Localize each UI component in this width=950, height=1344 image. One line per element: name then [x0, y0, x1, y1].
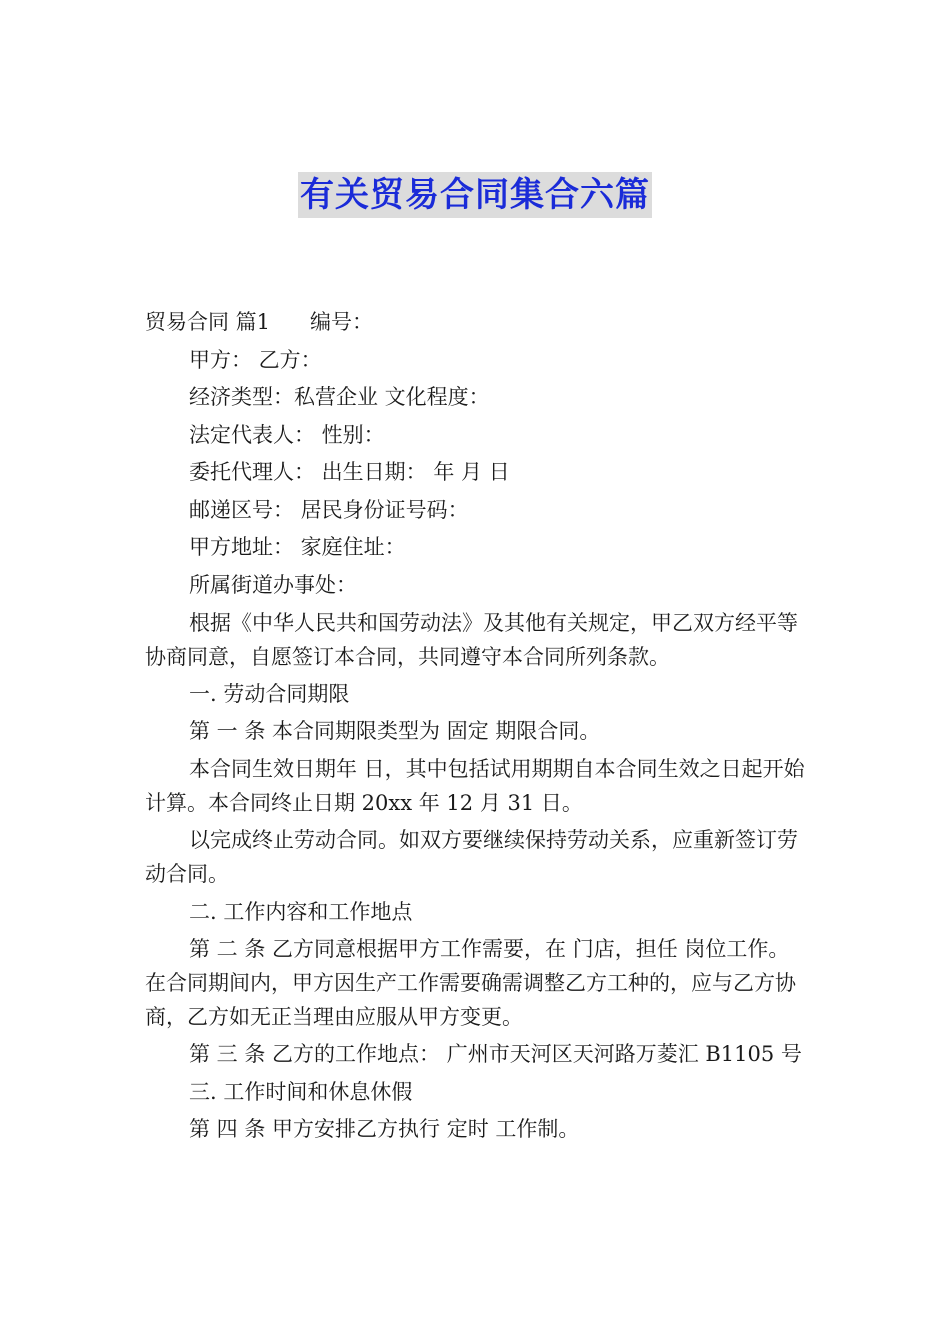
field-subdistrict: 所属街道办事处：: [189, 572, 357, 597]
field-legal-rep: 法定代表人： 性别：: [189, 422, 385, 447]
field-economy-type: 经济类型：私营企业 文化程度：: [189, 385, 490, 409]
article-4: 第 四 条 甲方安排乙方执行 定时 工作制。: [189, 1117, 580, 1142]
article-2: 第 二 条 乙方同意根据甲方工作需要，在 门店，担任 岗位工作。在合同期间内，甲方因生产工作需要确需调整乙方工种的，应与乙方协商，乙方如无正当理由应服从甲方变更。: [145, 936, 796, 1029]
field-parties: 甲方： 乙方：: [189, 347, 322, 372]
field-postal: 邮递区号： 居民身份证号码：: [189, 497, 469, 522]
section-heading-1: 一. 劳动合同期限: [189, 682, 350, 707]
section-heading-3: 三. 工作时间和休息休假: [189, 1079, 413, 1104]
contract-heading: [145, 304, 810, 342]
document-body: [145, 304, 810, 1148]
contract-number-label: 编号：: [310, 310, 374, 334]
paragraph-preamble: 根据《中华人民共和国劳动法》及其他有关规定，甲乙双方经平等协商同意，自愿签订本合同，共同遵守本合同所列条款。: [145, 610, 798, 669]
article-1: 第 一 条 本合同期限类型为 固定 期限合同。: [189, 719, 601, 744]
paragraph-renewal: 以完成终止劳动合同。如双方要继续保持劳动关系，应重新签订劳动合同。: [145, 828, 798, 887]
field-agent: 委托代理人： 出生日期： 年 月 日: [189, 460, 510, 484]
section-heading-2: 二. 工作内容和工作地点: [189, 899, 413, 924]
article-3: 第 三 条 乙方的工作地点： 广州市天河区天河路万菱汇 B1105 号: [189, 1042, 802, 1067]
contract-heading-label: 贸易合同 篇1: [145, 310, 271, 334]
document-title: 有关贸易合同集合六篇: [298, 172, 652, 218]
field-address: 甲方地址： 家庭住址：: [189, 535, 406, 559]
title-container: [0, 172, 950, 218]
paragraph-effective-date: 本合同生效日期年 日，其中包括试用期期自本合同生效之日起开始计算。本合同终止日期 20xx 年 12 月 31 日。: [145, 756, 805, 815]
